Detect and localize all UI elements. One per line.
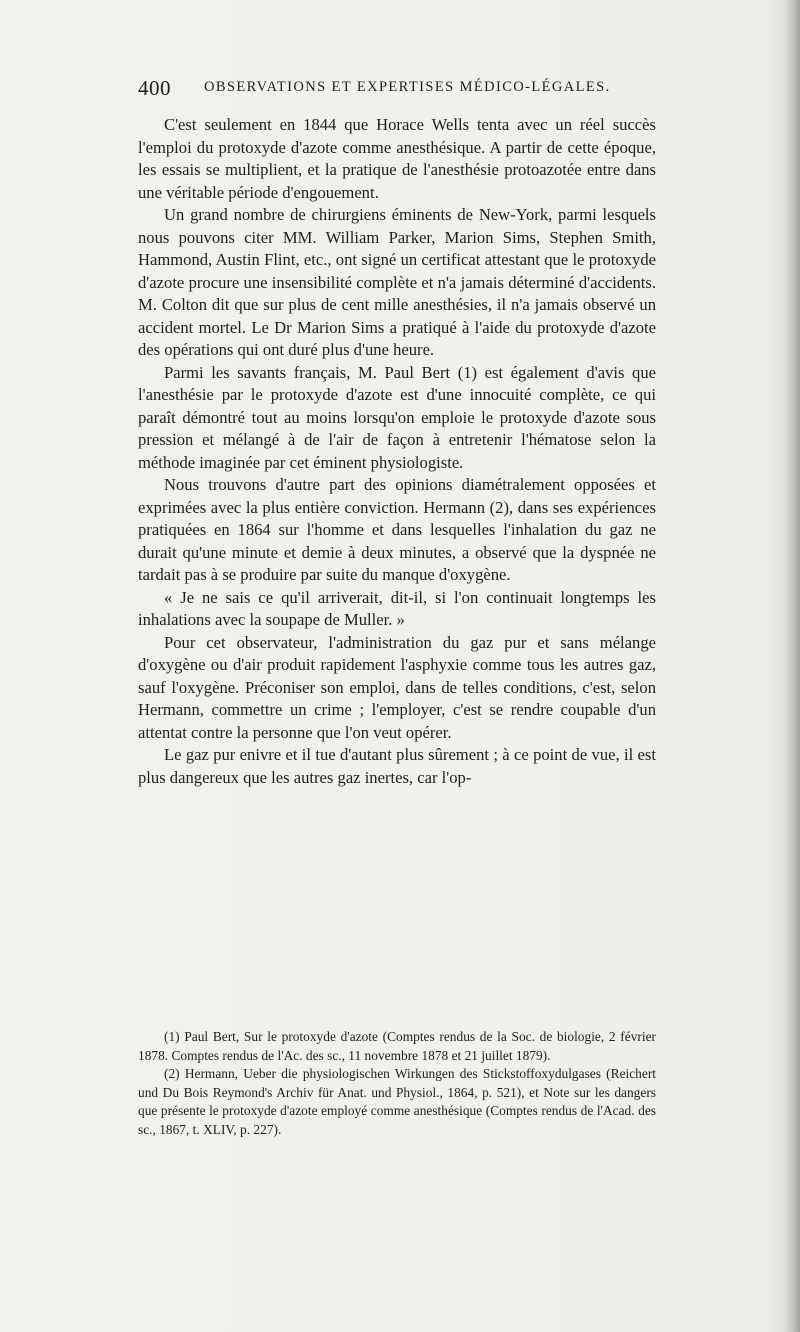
page-number: 400	[138, 76, 171, 100]
body-text	[138, 114, 656, 789]
paragraph: Le gaz pur enivre et il tue d'autant plus sûrement ; à ce point de vue, il est plus dangereux que les autres gaz inertes, car l'op-	[138, 745, 656, 787]
footnote: (2) Hermann, Ueber die physiologischen Wirkungen des Stickstoffoxydulgases (Reichert und Du Bois Reymond's Archiv für Anat. und Physiol., 1864, p. 521), et Note sur les dangers que présente le protoxyde d'azote employé comme anesthésique (Comptes rendus de l'Acad. des sc., 1867, t. XLIV, p. 227).	[138, 1066, 656, 1137]
running-title: OBSERVATIONS ET EXPERTISES MÉDICO-LÉGALES.	[204, 79, 611, 95]
paragraph: « Je ne sais ce qu'il arriverait, dit-il, si l'on continuait longtemps les inhalations avec la soupape de Muller. »	[138, 587, 656, 629]
paragraph: Parmi les savants français, M. Paul Bert (1) est également d'avis que l'anesthésie par le protoxyde d'azote est d'une innocuité complète, ce qui paraît démontré tout au moins lorsqu'on emploie le protoxyde d'azote sous pression et mélangé à de l'air de façon à entretenir l'hématose selon la méthode imaginée par cet éminent physiologiste.	[138, 362, 656, 472]
paragraph: Un grand nombre de chirurgiens éminents de New-York, parmi lesquels nous pouvons citer MM. William Parker, Marion Sims, Stephen Smith, Hammond, Austin Flint, etc., ont signé un certificat attestant que le protoxyde d'azote procure une insensibilité complète et n'a jamais déterminé d'accidents. M. Colton dit que sur plus de cent mille anesthésies, il n'a jamais observé un accident mortel. Le Dr Marion Sims a pratiqué à l'aide du protoxyde d'azote des opérations qui ont duré plus d'une heure.	[138, 205, 656, 359]
running-head	[138, 76, 698, 104]
paragraph: Nous trouvons d'autre part des opinions diamétralement opposées et exprimées avec la plus entière conviction. Hermann (2), dans ses expériences pratiquées en 1864 sur l'homme et dans lesquelles l'inhalation du gaz ne durait qu'une minute et demie à deux minutes, a observé que la dyspnée ne tardait pas à se produire par suite du manque d'oxygène.	[138, 475, 656, 584]
paragraph: Pour cet observateur, l'administration du gaz pur et sans mélange d'oxygène ou d'air produit rapidement l'asphyxie comme tous les autres gaz, sauf l'oxygène. Préconiser son emploi, dans de telles conditions, c'est, selon Hermann, commettre un crime ; l'employer, c'est se rendre coupable d'un attentat contre la personne que l'on veut opérer.	[138, 632, 656, 742]
footnote: (1) Paul Bert, Sur le protoxyde d'azote (Comptes rendus de la Soc. de biologie, 2 février 1878. Comptes rendus de l'Ac. des sc., 11 novembre 1878 et 21 juillet 1879).	[138, 1029, 656, 1063]
page-edge-shadow	[784, 0, 800, 1332]
footnotes	[138, 1028, 656, 1140]
paragraph: C'est seulement en 1844 que Horace Wells tenta avec un réel succès l'emploi du protoxyde d'azote comme anesthésique. A partir de cette époque, les essais se multiplient, et la pratique de l'anesthésie protoazotée entre dans une véritable période d'engouement.	[138, 115, 656, 202]
